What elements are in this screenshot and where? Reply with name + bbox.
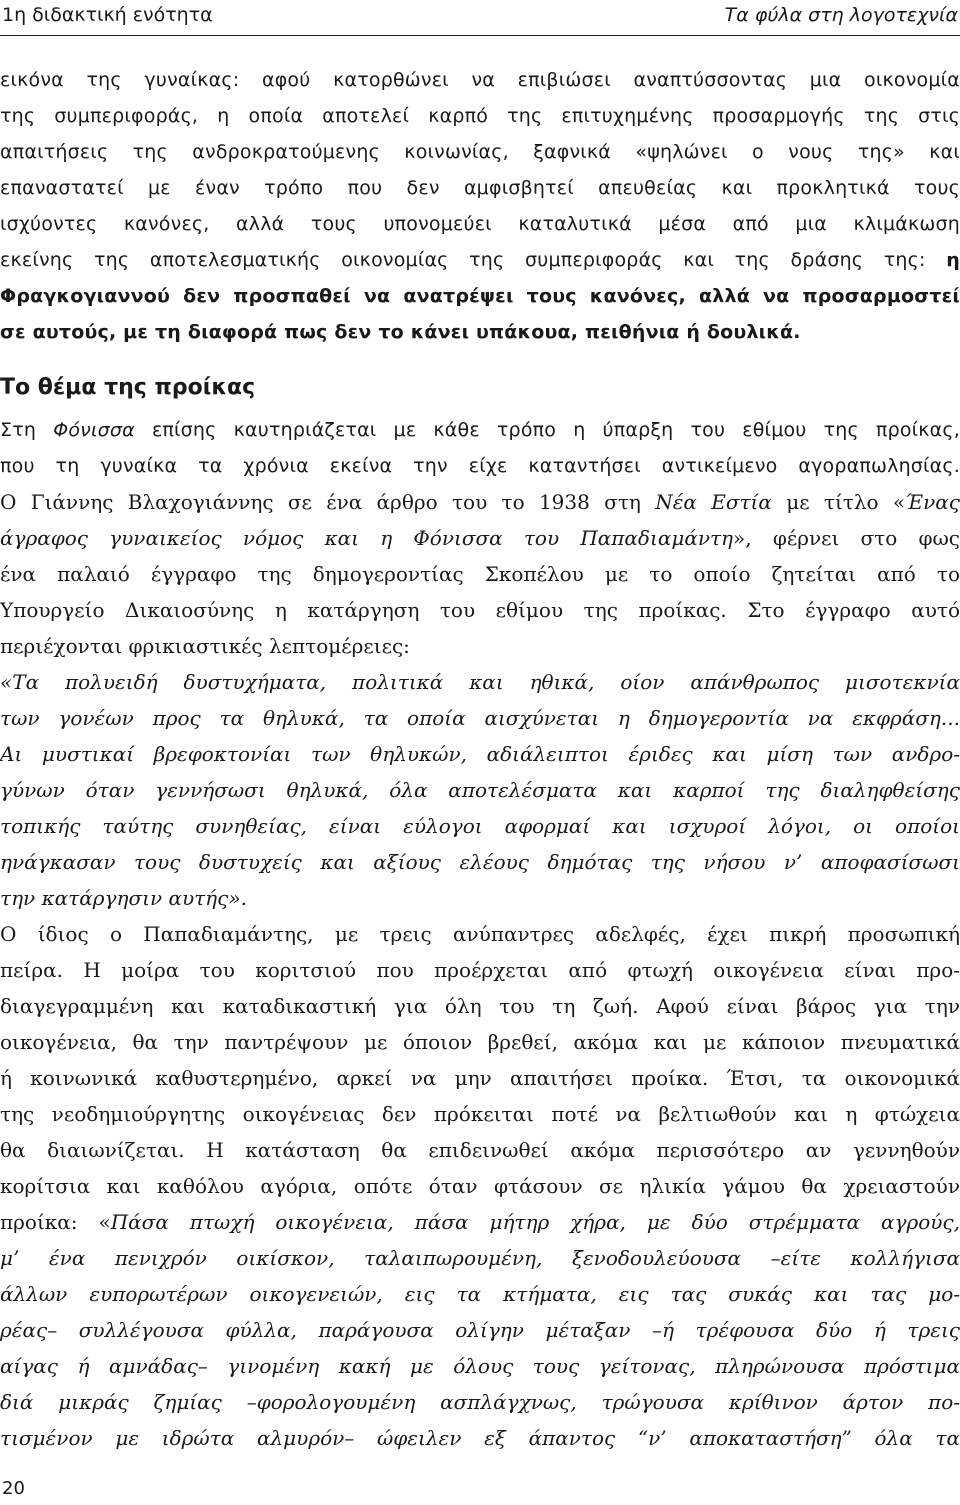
text-line: ένα παλαιό έγγραφο της δημογεροντίας Σκοπέλου με το οποίο ζητείται από το — [0, 562, 960, 586]
running-header — [0, 0, 960, 36]
text-line — [0, 242, 960, 278]
quote-line: άλλων ευπορωτέρων οικογενειών, εις τα κτήματα, εις τας συκάς και τας μο- — [0, 1282, 960, 1306]
quote-line: «Τα πολυειδή δυστυχήματα, πολιτικά και ηθικά, οίον απάνθρωπος μισοτεκνία — [0, 670, 960, 694]
text-segment: προίκα: « — [0, 1210, 111, 1234]
bold-segment: η — [946, 249, 960, 271]
quote-line: αίγας ή αμνάδας– γινομένη κακή με όλους τους γείτονας, πληρώνουσα πρόστιμα — [0, 1354, 960, 1378]
text-line: ισχύοντες κανόνες, αλλά τους υπονομεύει καταλυτικά μέσα από μια κλιμάκωση — [0, 213, 960, 235]
text-segment: Στη — [0, 419, 54, 441]
header-chapter-title: Τα φύλα στη λογοτεχνία — [724, 4, 958, 26]
text-line — [0, 484, 960, 520]
quote-line: των γονέων προς τα θηλυκά, τα οποία αισχύνεται η δημογεροντία να εκφράση... — [0, 706, 960, 730]
text-line: επαναστατεί με έναν τρόπο που δεν αμφισβητεί απευθείας και προκλητικά τους — [0, 177, 960, 199]
text-line: διαγεγραμμένη και καταδικαστική για όλη του τη ζωή. Αφού είναι βάρος για την — [0, 994, 960, 1018]
text-line: που τη γυναίκα τα χρόνια εκείνα την είχε καταντήσει αντικείμενο αγοραπωλησίας. — [0, 455, 960, 477]
text-segment: με τίτλο « — [771, 490, 906, 514]
text-segment: επίσης καυτηριάζεται με κάθε τρόπο η ύπαρξη του εθίμου της προίκας, — [134, 419, 960, 441]
text-line: της νεοδημιούργητης οικογένειας δεν πρόκειται ποτέ να βελτιωθούν και η φτώχεια — [0, 1102, 960, 1126]
text-line: εικόνα της γυναίκας: αφού κατορθώνει να επιβιώσει αναπτύσσοντας μια οικονομία — [0, 69, 960, 91]
header-unit-label: 1η διδακτική ενότητα — [2, 4, 213, 26]
text-line — [0, 520, 960, 556]
page-number: 20 — [2, 1478, 25, 1499]
text-line — [0, 412, 960, 448]
text-line: κορίτσια και καθόλου αγόρια, οπότε όταν φτάσουν σε ηλικία γάμου θα χρειαστούν — [0, 1174, 960, 1198]
section-heading: Το θέμα της προίκας — [0, 375, 256, 400]
italic-title: Νέα Εστία — [655, 490, 772, 514]
quote-line: διά μικράς ζημίας –φορολογουμένη ασπλάγχνως, τρώγουσα κρίθινον άρτον πο- — [0, 1390, 960, 1414]
quote-line: τισμένον με ιδρώτα αλμυρόν– ώφειλεν εξ άπαντος “ν’ αποκαταστήση” όλα τα — [0, 1426, 960, 1450]
bold-text-line: σε αυτούς, με τη διαφορά πως δεν το κάνει υπάκουα, πειθήνια ή δουλικά. — [0, 321, 801, 343]
italic-title: Φόνισσα — [53, 419, 135, 441]
italic-title: Ένας — [905, 490, 960, 514]
text-line: Ο ίδιος ο Παπαδιαμάντης, με τρεις ανύπαντρες αδελφές, έχει πικρή προσωπική — [0, 922, 960, 946]
quote-segment: Πάσα πτωχή οικογένεια, πάσα μήτηρ χήρα, με δύο στρέμματα αγρούς, — [110, 1210, 960, 1234]
quote-line: μ’ ένα πενιχρόν οικίσκον, ταλαιπωρουμένη, ξενοδουλεύουσα –είτε κολλήγισα — [0, 1246, 960, 1270]
text-line: οικογένεια, θα την παντρέψουν με όποιον βρεθεί, ακόμα και με κάποιον πνευματικά — [0, 1030, 960, 1054]
quote-line: Αι μυστικαί βρεφοκτονίαι των θηλυκών, αδιάλειπτοι έριδες και μίση των ανδρο- — [0, 742, 960, 766]
quote-line: τοπικής ταύτης συνηθείας, είναι εύλογοι αφορμαί και ισχυροί λόγοι, οι οποίοι — [0, 814, 960, 838]
quote-line: την κατάργησιν αυτής». — [0, 886, 247, 910]
body-text — [0, 62, 960, 1456]
text-line: της συμπεριφοράς, η οποία αποτελεί καρπό της επιτυχημένης προσαρμογής της στις — [0, 105, 960, 127]
italic-title: άγραφος γυναικείος νόμος και η Φόνισσα του Παπαδιαμάντη — [0, 526, 734, 550]
text-segment: », φέρνει στο φως — [733, 526, 960, 550]
text-line — [0, 1204, 960, 1240]
text-line: θα διαιωνίζεται. Η κατάσταση θα επιδεινωθεί ακόμα περισσότερο αν γεννηθούν — [0, 1138, 960, 1162]
text-line: πείρα. Η μοίρα του κοριτσιού που προέρχεται από φτωχή οικογένεια είναι προ- — [0, 958, 960, 982]
text-line: ή κοινωνικά καθυστερημένο, αρκεί να μην απαιτήσει προίκα. Έτσι, τα οικονομικά — [0, 1066, 960, 1090]
text-segment: Ο Γιάννης Βλαχογιάννης σε ένα άρθρο του το 1938 στη — [0, 490, 656, 514]
text-line: Υπουργείο Δικαιοσύνης η κατάργηση του εθίμου της προίκας. Στο έγγραφο αυτό — [0, 598, 960, 622]
quote-line: ρέας– συλλέγουσα φύλλα, παράγουσα ολίγην μέταξαν –ή τρέφουσα δύο ή τρεις — [0, 1318, 960, 1342]
text-line: απαιτήσεις της ανδροκρατούμενης κοινωνίας, ξαφνικά «ψηλώνει ο νους της» και — [0, 141, 960, 163]
bold-text-line: Φραγκογιαννού δεν προσπαθεί να ανατρέψει τους κανόνες, αλλά να προσαρμοστεί — [0, 285, 960, 307]
text-segment: εκείνης της αποτελεσματικής οικονομίας της συμπεριφοράς και της δράσης της: — [0, 249, 926, 271]
quote-line: γύνων όταν γεννήσωσι θηλυκά, όλα αποτελέσματα και καρποί της διαληφθείσης — [0, 778, 960, 802]
quote-line: ηνάγκασαν τους δυστυχείς και αξίους ελέους δημότας της νήσου ν’ αποφασίσωσι — [0, 850, 960, 874]
text-line: περιέχονται φρικιαστικές λεπτομέρειες: — [0, 634, 410, 658]
